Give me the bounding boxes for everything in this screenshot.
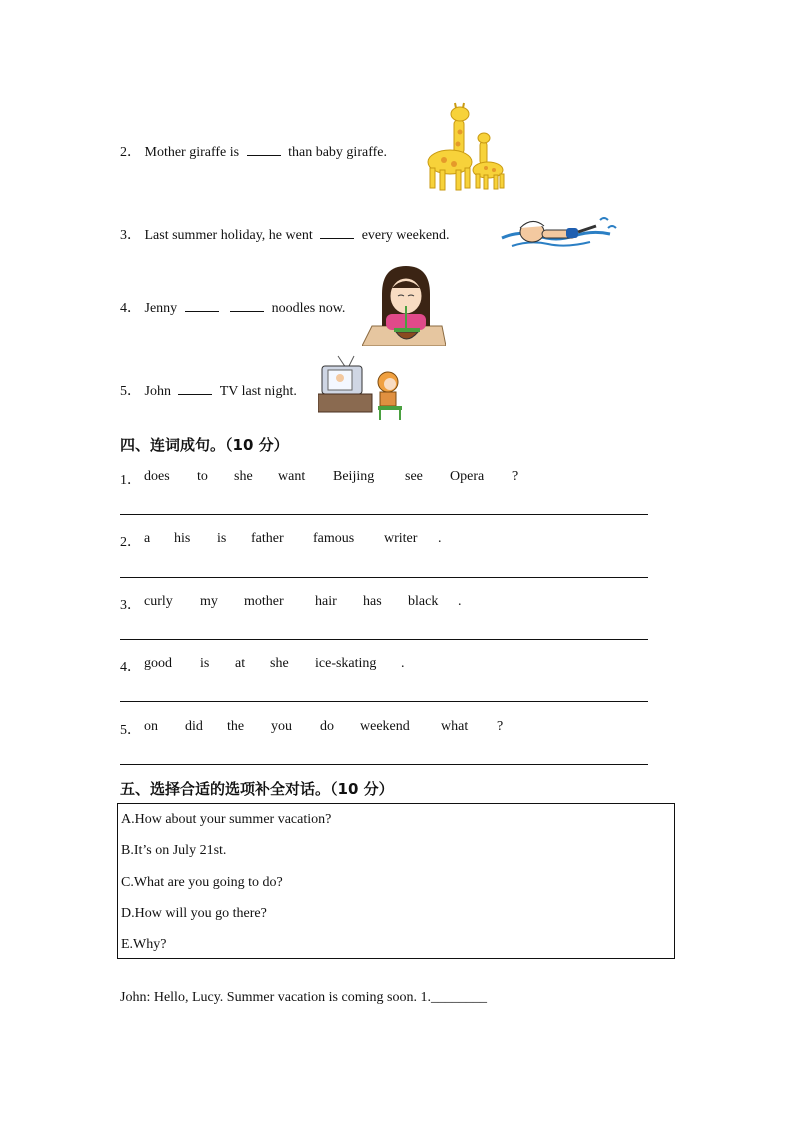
item-text: every weekend. [361, 228, 450, 243]
options-box [117, 803, 675, 959]
item-number: 3． [120, 228, 141, 243]
word: want [278, 469, 306, 484]
fill-item-3 [120, 224, 450, 244]
reorder-item-4 [120, 656, 650, 674]
blank[interactable] [230, 310, 264, 312]
swimmer-picture [500, 212, 624, 254]
blank[interactable] [178, 393, 212, 395]
word: mother [244, 594, 284, 609]
word: did [185, 719, 203, 734]
word: weekend [360, 719, 410, 734]
word: at [235, 656, 246, 671]
word: . [438, 531, 442, 546]
reorder-item-2 [120, 531, 650, 549]
answer-line[interactable] [120, 701, 648, 702]
word: curly [144, 594, 173, 609]
reorder-item-1 [120, 469, 650, 487]
word: on [144, 719, 158, 734]
word: you [271, 719, 292, 734]
word: Opera [450, 469, 485, 484]
option-a: A.How about your summer vacation? [121, 812, 332, 827]
word: she [234, 469, 253, 484]
word: his [174, 531, 191, 546]
word: to [197, 469, 208, 484]
option-d: D.How will you go there? [121, 906, 267, 921]
giraffe-picture [420, 102, 510, 194]
answer-line[interactable] [120, 577, 648, 578]
word: ? [497, 719, 504, 734]
blank[interactable] [247, 154, 281, 156]
word: is [200, 656, 210, 671]
reorder-item-5 [120, 719, 650, 737]
word: writer [384, 531, 418, 546]
item-text: Last summer holiday, he went [144, 228, 313, 243]
blank[interactable] [320, 237, 354, 239]
boy-watching-tv-picture [318, 354, 406, 422]
option-e: E.Why? [121, 937, 167, 952]
word: is [217, 531, 227, 546]
word: my [200, 594, 218, 609]
item-text: John [144, 384, 171, 399]
answer-line[interactable] [120, 639, 648, 640]
word: black [408, 594, 439, 609]
word: what [441, 719, 469, 734]
item-number: 5． [120, 384, 141, 399]
word: do [320, 719, 334, 734]
item-number: 4． [120, 660, 141, 675]
item-text: Jenny [144, 301, 178, 316]
word: has [363, 594, 382, 609]
item-number: 2． [120, 145, 141, 160]
option-b: B.It’s on July 21st. [121, 843, 227, 858]
word: the [227, 719, 245, 734]
fill-item-5 [120, 380, 297, 400]
fill-item-2 [120, 141, 387, 161]
item-text: than baby giraffe. [288, 145, 387, 160]
word: hair [315, 594, 337, 609]
option-c: C.What are you going to do? [121, 875, 283, 890]
item-text: noodles now. [271, 301, 346, 316]
word: good [144, 656, 172, 671]
word: . [401, 656, 405, 671]
item-text: TV last night. [219, 384, 297, 399]
word: ice-skating [315, 656, 377, 671]
word: ? [512, 469, 519, 484]
girl-eating-noodles-picture [362, 262, 446, 346]
word: does [144, 469, 170, 484]
word: . [458, 594, 462, 609]
item-number: 5． [120, 723, 141, 738]
word: see [405, 469, 423, 484]
word: a [144, 531, 151, 546]
word: she [270, 656, 289, 671]
item-number: 4． [120, 301, 141, 316]
reorder-item-3 [120, 594, 650, 612]
section-4-title: 四、连词成句。（10 分） [120, 436, 289, 454]
item-number: 2． [120, 535, 141, 550]
word: father [251, 531, 284, 546]
item-number: 3． [120, 598, 141, 613]
answer-line[interactable] [120, 764, 648, 765]
item-number: 1． [120, 473, 141, 488]
dialogue-line: John: Hello, Lucy. Summer vacation is coming soon. 1.________ [120, 990, 487, 1005]
fill-item-4 [120, 297, 345, 317]
item-text: Mother giraffe is [144, 145, 240, 160]
answer-line[interactable] [120, 514, 648, 515]
section-5-title: 五、选择合适的选项补全对话。（10 分） [120, 780, 394, 798]
blank[interactable] [185, 310, 219, 312]
word: famous [313, 531, 355, 546]
word: Beijing [333, 469, 375, 484]
